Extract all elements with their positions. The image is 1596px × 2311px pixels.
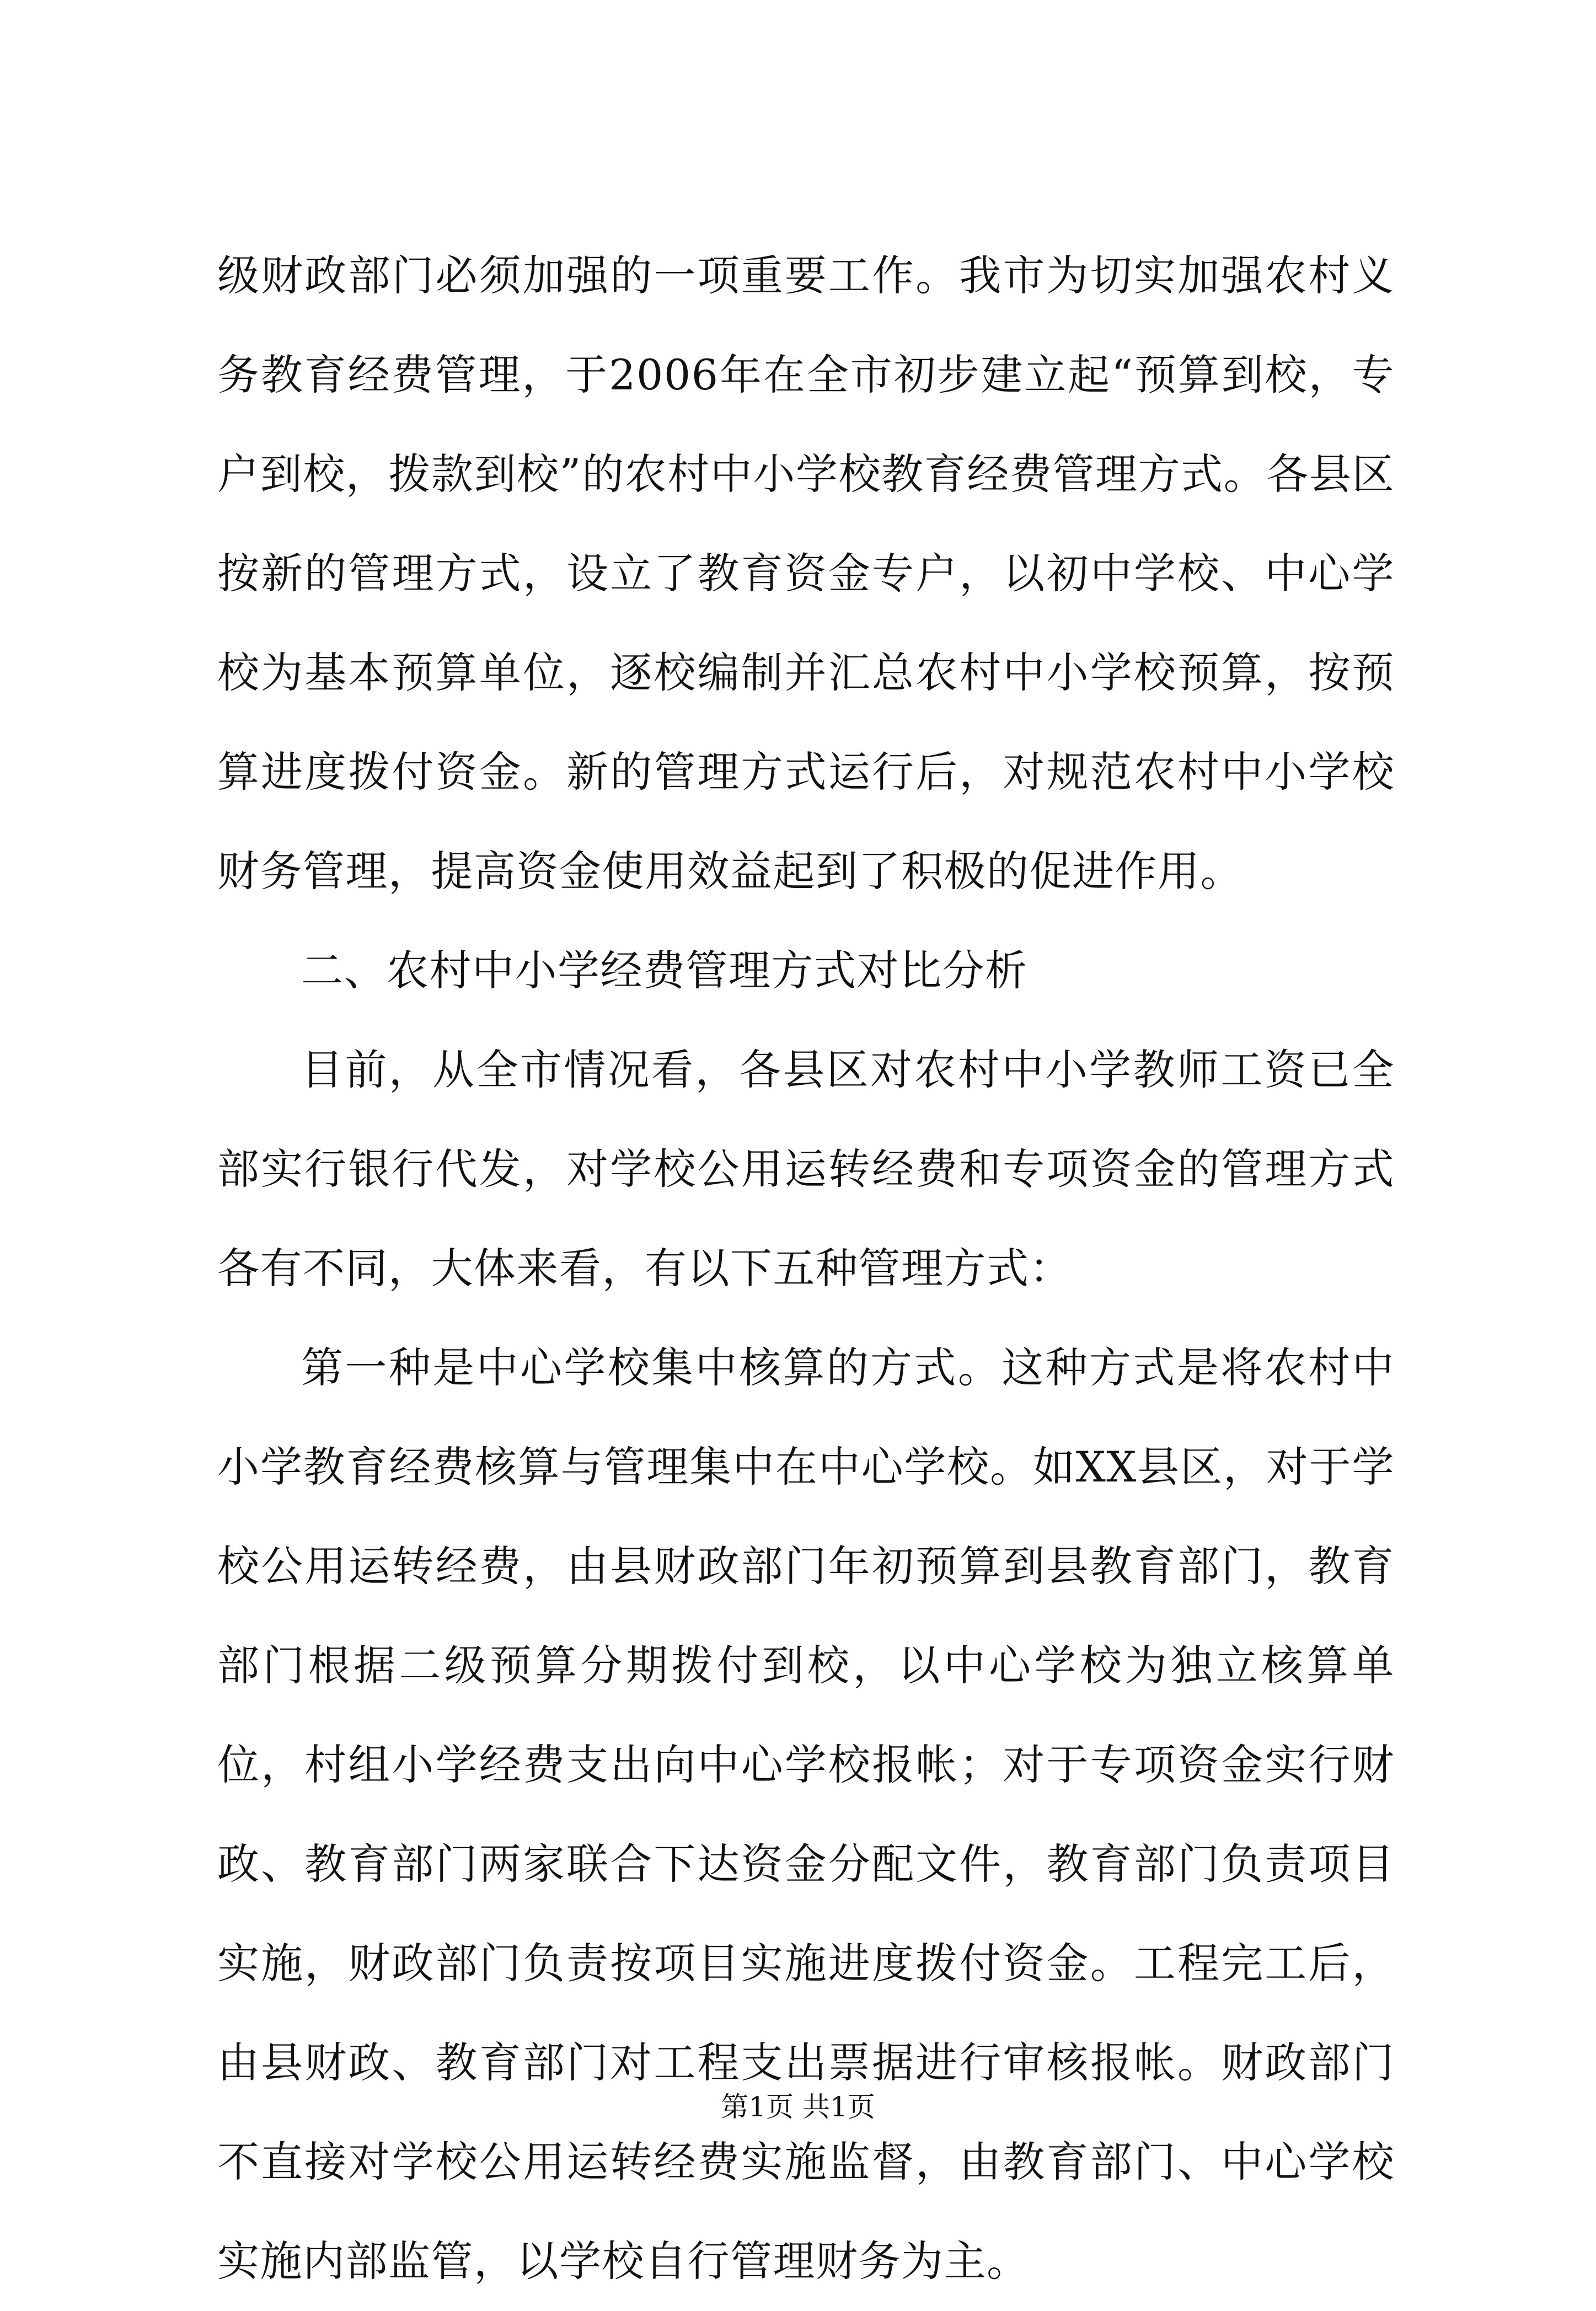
paragraph-continuation: 级财政部门必须加强的一项重要工作。我市为切实加强农村义务教育经费管理，于2006年在全市初步建立起“预算到校，专户到校，拨款到校”的农村中小学校教育经费管理方式。各县区按新的管理方式，设立了教育资金专户，以初中学校、中心学校为基本预算单位，逐校编制并汇总农村中小学校预算，按预算进度拨付资金。新的管理方式运行后，对规范农村中小学校财务管理，提高资金使用效益起到了积极的促进作用。	[217, 251, 1395, 896]
paragraph: 目前，从全市情况看，各县区对农村中小学教师工资已全部实行银行代发，对学校公用运转经费和专项资金的管理方式各有不同，大体来看，有以下五种管理方式：	[217, 1045, 1395, 1293]
paragraph: 第一种是中心学校集中核算的方式。这种方式是将农村中小学教育经费核算与管理集中在中心学校。如XX县区，对于学校公用运转经费，由县财政部门年初预算到县教育部门，教育部门根据二级预算分期拨付到校，以中心学校为独立核算单位，村组小学经费支出向中心学校报帐；对于专项资金实行财政、教育部门两家联合下达资金分配文件，教育部门负责项目实施，财政部门负责按项目实施进度拨付资金。工程完工后，由县财政、教育部门对工程支出票据进行审核报帐。财政部门不直接对学校公用运转经费实施监督，由教育部门、中心学校实施内部监管，以学校自行管理财务为主。	[217, 1343, 1395, 2286]
section-heading: 二、农村中小学经费管理方式对比分析	[301, 946, 1028, 995]
document-body	[217, 226, 1395, 2311]
page-number-footer: 第1页 共1页	[721, 2091, 875, 2123]
